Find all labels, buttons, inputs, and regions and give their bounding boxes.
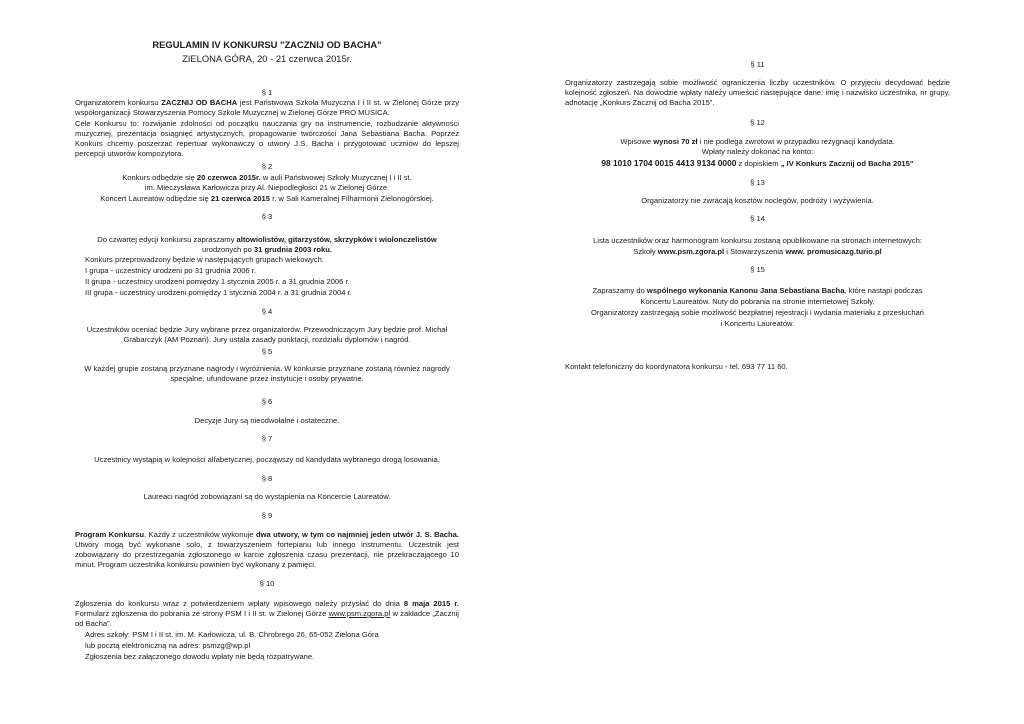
section-3-group-2: II grupa - uczestnicy urodzeni pomiędzy 1 stycznia 2005 r. a 31 grudnia 2006 r. bbox=[85, 277, 350, 286]
section-13-text: Organizatorzy nie zwracają kosztów noclegów, podróży i wyżywienia. bbox=[641, 196, 874, 205]
section-1-goals: Cele Konkursu to: rozwijanie zdolności od początku nauczania gry na instrumencie, rozbudzanie aktywności muzycznej, prezentacja osiągnięć artystycznych, propagowanie twórczości Jana Sebastiana Bacha. Poprzez Konkurs chcemy poszerzać repertuar wykonawczy o utwory J.S. Bacha i przygotować uczniów do lepszej percepcji utworów kompozytora. bbox=[75, 119, 459, 158]
section-9-text: Program Konkursu. Każdy z uczestników wykonuje dwa utwory, w tym co najmniej jeden utwór J. S. Bacha. Utwory mogą być wykonane solo, z towarzyszeniem fortepianu lub innego instrumentu. Uczestnik jest zobowiązany do przestrzegania zgłoszonego w karcie zgłoszenia czasu prezentacji, nie przekraczającego 10 minut. Program uczestnika konkursu powinien być wykonany z pamięci. bbox=[75, 530, 459, 569]
section-14-line-1: Lista uczestników oraz harmonogram konkursu zostaną opublikowane na stronach internetowych: bbox=[593, 236, 922, 245]
section-12-line-1: Wpisowe wynosi 70 zł i nie podlega zwrotowi w przypadku rezygnacji kandydata. bbox=[620, 137, 895, 146]
section-4-text: Uczestników oceniać będzie Jury wybrane przez organizatorów. Przewodniczącym Jury będzie prof. Michał Grabarczyk (AM Poznań). Jury ustala zasady punktacji, rozdziału dyplomów i nagród. bbox=[86, 325, 448, 344]
school-website[interactable]: www.psm.zgora.pl bbox=[657, 247, 725, 256]
section-7-heading: § 7 bbox=[261, 434, 273, 443]
section-8-text: Laureaci nagród zobowiązani są do wystąpienia na Koncercie Laureatów. bbox=[143, 492, 391, 501]
section-2-line-2: im. Mieczysława Karłowicza przy Al. Niepodległości 21 w Zielonej Górze. bbox=[144, 183, 390, 192]
section-2-line-1: Konkurs odbędzie się 20 czerwca 2015r. w auli Państwowej Szkoły Muzycznej I i II st. bbox=[122, 173, 412, 182]
section-10-note: Zgłoszenia bez załączonego dowodu wpłaty nie będą rozpatrywane. bbox=[85, 652, 315, 661]
section-9-heading: § 9 bbox=[261, 511, 273, 520]
section-14-line-2: Szkoły www.psm.zgora.pl i Stowarzyszenia www. promusicazg.turio.pl bbox=[633, 247, 882, 256]
section-6-heading: § 6 bbox=[261, 397, 273, 406]
section-10-address: Adres szkoły: PSM I i II st. im. M. Karłowicza, ul. B. Chrobrego 26, 65-052 Zielona Góra bbox=[85, 630, 379, 639]
section-4-heading: § 4 bbox=[261, 307, 273, 316]
section-12-heading: § 12 bbox=[750, 118, 765, 127]
section-1-text: Organizatorem konkursu ZACZNIJ OD BACHA jest Państwowa Szkoła Muzyczna I i II st. w Zielonej Górze przy współorganizacji Stowarzyszenia Pomocy Szkole Muzycznej w Zielonej Górze PRO MUSICA. bbox=[75, 98, 459, 117]
bank-account-number: 98 1010 1704 0015 4413 9134 0000 bbox=[601, 158, 737, 168]
section-7-text: Uczestnicy wystąpią w kolejności alfabetycznej, począwszy od kandydata wybranego drogą losowania. bbox=[94, 455, 440, 464]
section-5-text: W każdej grupie zostaną przyznane nagrody i wyróżnienia. W konkursie przyznane zostaną również nagrody specjalne, ufundowane przez instytucje i osoby prywatne. bbox=[84, 364, 450, 383]
section-15-line-3: Organizatorzy zastrzegają sobie możliwość bezpłatnej rejestracji i wydania materiału z przesłuchań bbox=[590, 308, 924, 317]
section-15-line-4: i Koncertu Laureatów. bbox=[720, 319, 795, 328]
section-1-heading: § 1 bbox=[261, 88, 273, 97]
section-5-heading: § 5 bbox=[261, 347, 273, 356]
section-2-heading: § 2 bbox=[261, 162, 273, 171]
page-title: REGULAMIN IV KONKURSU "ZACZNIJ OD BACHA" bbox=[152, 39, 382, 50]
page-subtitle: ZIELONA GÓRA, 20 - 21 czerwca 2015r. bbox=[182, 53, 352, 64]
section-6-text: Decyzje Jury są nieodwołalne i ostateczne. bbox=[194, 416, 340, 425]
section-11-heading: § 11 bbox=[750, 60, 765, 69]
section-3-group-3: III grupa - uczestnicy urodzeni pomiędzy 1 stycznia 2004 r. a 31 grudnia 2004 r. bbox=[85, 288, 352, 297]
section-14-heading: § 14 bbox=[750, 214, 765, 223]
section-15-heading: § 15 bbox=[750, 265, 765, 274]
association-website[interactable]: www. promusicazg.turio.pl bbox=[785, 247, 882, 256]
section-15-line-1: Zapraszamy do wspólnego wykonania Kanonu Jana Sebastiana Bacha, które nastąpi podczas bbox=[592, 286, 923, 295]
section-12-line-2: Wpłaty należy dokonać na konto: bbox=[701, 147, 814, 156]
section-13-heading: § 13 bbox=[750, 178, 765, 187]
section-3-line-2: urodzonych po 31 grudnia 2003 roku. bbox=[201, 245, 332, 254]
section-3-heading: § 3 bbox=[261, 212, 273, 221]
section-15-line-2: Koncertu Laureatów. Nuty do pobrania na stronie internetowej Szkoły. bbox=[640, 297, 875, 306]
school-website-link[interactable]: www.psm.zgora.pl bbox=[328, 609, 391, 618]
section-10-heading: § 10 bbox=[259, 579, 275, 588]
section-8-heading: § 8 bbox=[261, 474, 273, 483]
section-3-group-1: I grupa - uczestnicy urodzeni po 31 grudnia 2006 r. bbox=[85, 266, 256, 275]
section-10-text: Zgłoszenia do konkursu wraz z potwierdzeniem wpłaty wpisowego należy przysłać do dnia 8 maja 2015 r. Formularz zgłoszenia do pobrania ze strony PSM I i II st. w Zielonej Górze www.psm.zgora.pl w zakładce „Zacznij od Bacha”. bbox=[75, 599, 459, 628]
section-12-line-3: 98 1010 1704 0015 4413 9134 0000 z dopiskiem „ IV Konkurs Zacznij od Bacha 2015” bbox=[601, 158, 914, 168]
section-3-line-3: Konkurs przeprowadzony będzie w następujących grupach wiekowych: bbox=[85, 255, 324, 264]
contact-info: Kontakt telefoniczny do koordynatora konkursu - tel. 693 77 11 60. bbox=[565, 362, 788, 371]
section-11-text: Organizatorzy zastrzegają sobie możliwość ograniczenia liczby uczestników. O przyjęciu decydować będzie kolejność zgłoszeń. Na dowodzie wpłaty należy umieścić następujące dane: imię i nazwisko uczestnika, nr grupy, adnotację „Konkurs Zacznij od Bacha 2015”. bbox=[565, 78, 950, 107]
section-3-line-1: Do czwartej edycji konkursu zapraszamy altowiolistów, gitarzystów, skrzypków i wiolonczelistów bbox=[97, 235, 437, 244]
section-2-line-3: Koncert Laureatów odbędzie się 21 czerwca 2015 r. w Sali Kameralnej Filharmonii Zielonogórskiej. bbox=[100, 194, 434, 203]
section-10-email: lub pocztą elektroniczną na adres: psmzg@wp.pl bbox=[85, 641, 251, 650]
